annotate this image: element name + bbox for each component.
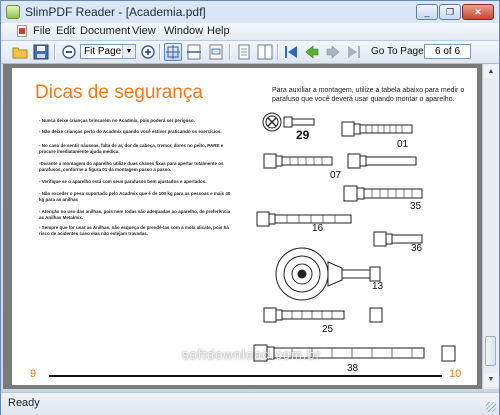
safety-tip: -Durante a montagem do aparelho utilize duas chaves fixas para apertar totalmente os parafusos, conforme a figura 01 da montagem passo a passo.	[39, 161, 224, 172]
document-viewport[interactable]	[3, 64, 499, 389]
save-button[interactable]	[32, 43, 50, 61]
status-text: Ready	[8, 397, 40, 409]
save-icon	[32, 43, 50, 61]
safety-tip: - Verifique se o aparelho está com seus parafusos bem ajustados e apertados.	[39, 179, 207, 184]
toolbar-separator	[229, 44, 231, 60]
vertical-scrollbar[interactable]	[482, 64, 499, 389]
window-title: SlimPDF Reader - [Academia.pdf]	[25, 5, 206, 19]
zoom-value: Fit Page	[84, 46, 122, 57]
first-page-button[interactable]	[282, 43, 300, 61]
part-label: 25	[322, 324, 334, 335]
last-page-icon	[345, 43, 363, 61]
go-to-page-button[interactable]: Go To Page	[371, 46, 424, 57]
scroll-up-icon[interactable]: ▲	[484, 65, 498, 79]
continuous-page-icon	[256, 43, 274, 61]
menu-edit[interactable]: Edit	[56, 25, 75, 37]
resize-grip-icon[interactable]	[486, 402, 496, 412]
safety-tip: - No caso de sentir náuseas, falta de ar, dor de cabeça, tremor, dores no peito, PARE e procure imediatamente ajuda médica.	[39, 143, 224, 154]
safety-tip: - Nunca deixe crianças brincarem no Acadmix, pois poderá ser perigoso.	[39, 118, 195, 123]
zoom-out-icon	[60, 43, 78, 61]
safety-tip: - Atenção no uso das anilhas, pois nem todas são adequadas ao aparelho, de preferência as Anilhas Metalmix.	[39, 209, 231, 220]
open-folder-button[interactable]	[11, 43, 29, 61]
toolbar-separator	[159, 44, 161, 60]
previous-page-button[interactable]	[303, 43, 321, 61]
single-page-icon	[235, 43, 253, 61]
part-label: 35	[410, 201, 422, 212]
toolbar-separator	[277, 44, 279, 60]
menu-view[interactable]: View	[132, 25, 156, 37]
safety-tip: - Não exceder o peso suportado pelo Acadmix que é de 100 kg para as pessoas e mais 40 kg para as anilhas	[39, 191, 231, 202]
page-number-input[interactable]: 6 of 6	[424, 44, 471, 59]
part-label: 13	[372, 281, 384, 292]
first-page-icon	[282, 43, 300, 61]
zoom-out-button[interactable]	[60, 43, 78, 61]
footer-rule	[49, 375, 442, 377]
scrollbar-thumb[interactable]	[485, 336, 496, 366]
scroll-down-icon[interactable]: ▼	[484, 373, 498, 387]
safety-tip: - Não deixe crianças perto do Acadmix quando você estiver praticando os exercícios.	[39, 129, 222, 134]
arrow-right-icon	[324, 43, 342, 61]
continuous-page-button[interactable]	[256, 43, 274, 61]
slimpdf-app-icon[interactable]	[6, 5, 20, 19]
zoom-in-icon	[139, 43, 157, 61]
part-label: 01	[397, 139, 409, 150]
part-label: 29	[296, 128, 310, 142]
title-bar[interactable]	[1, 1, 499, 23]
fit-page-icon	[165, 44, 181, 60]
menu-help[interactable]: Help	[207, 25, 230, 37]
bolt-diagram	[252, 106, 477, 368]
close-button[interactable]: ✕	[462, 4, 494, 20]
menu-window[interactable]: Window	[164, 25, 204, 37]
menu-file[interactable]: File	[33, 25, 51, 37]
restore-button[interactable]: ❐	[439, 4, 461, 20]
toolbar	[1, 41, 499, 64]
chevron-down-icon[interactable]: ▼	[122, 45, 135, 58]
page-number-left: 9	[30, 368, 37, 380]
fit-page-button[interactable]	[164, 43, 182, 61]
last-page-button[interactable]	[345, 43, 363, 61]
fit-width-button[interactable]	[185, 43, 203, 61]
next-page-button[interactable]	[324, 43, 342, 61]
single-page-button[interactable]	[235, 43, 253, 61]
actual-size-icon	[207, 43, 225, 61]
status-bar	[1, 392, 499, 415]
menu-bar	[1, 23, 499, 41]
fit-width-icon	[185, 43, 203, 61]
page-title: Dicas de segurança	[35, 82, 203, 103]
document-system-icon[interactable]	[17, 25, 27, 37]
assembly-intro: Para auxiliar a montagem, utilize a tabela abaixo para medir o parafuso que você deverá usar quando montar o aparelho.	[272, 87, 465, 103]
folder-icon	[11, 43, 29, 61]
toolbar-separator	[54, 44, 56, 60]
part-label: 38	[347, 363, 359, 374]
part-label: 36	[411, 243, 423, 254]
part-label: 16	[312, 223, 324, 234]
page-number-right: 10	[449, 368, 462, 380]
menu-document[interactable]: Document	[80, 25, 131, 37]
zoom-in-button[interactable]	[139, 43, 157, 61]
arrow-left-icon	[303, 43, 321, 61]
watermark-text: softdownload.com.br	[182, 347, 321, 362]
minimize-button[interactable]: _	[416, 4, 438, 20]
pdf-page	[12, 68, 477, 385]
part-label: 07	[330, 170, 342, 181]
actual-size-button[interactable]	[207, 43, 225, 61]
safety-tip: - Sempre que for usar as Anilhas, não esqueça de prendê-las com a mola alicate, pois há risco de acidentes caso elas não estejam travadas.	[39, 225, 229, 236]
zoom-select[interactable]	[80, 44, 136, 59]
